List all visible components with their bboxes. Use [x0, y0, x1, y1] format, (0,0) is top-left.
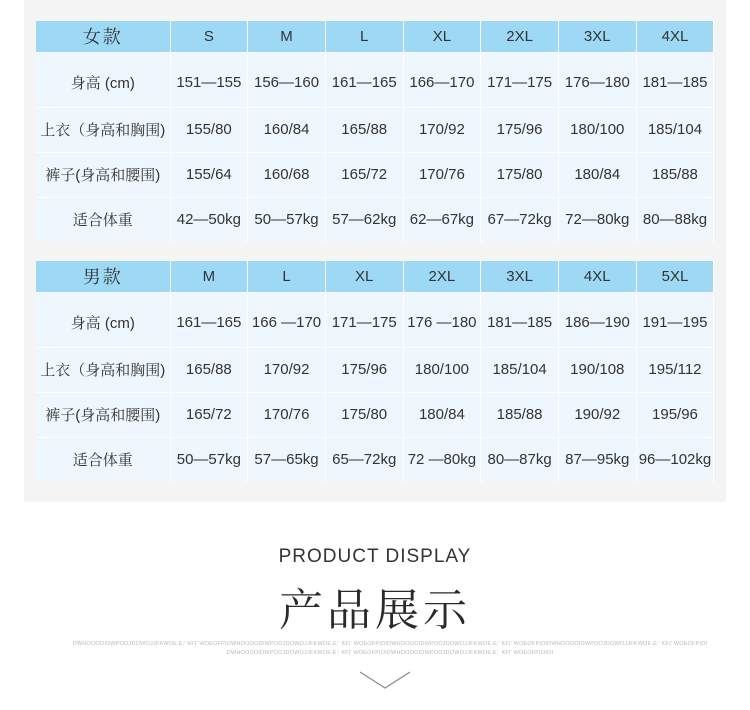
table-cell: 185/88 — [636, 152, 714, 197]
row-label: 裤子(身高和腰围) — [36, 152, 170, 197]
men-pants-row — [36, 392, 714, 437]
section-title-en: PRODUCT DISPLAY — [278, 546, 472, 567]
table-cell: 57—65kg — [248, 437, 326, 482]
women-top-row — [36, 107, 714, 152]
table-cell: 87—95kg — [558, 437, 636, 482]
row-label: 上衣（身高和胸围) — [36, 107, 170, 152]
women-size-header: XL — [403, 21, 481, 52]
table-cell: 80—88kg — [636, 197, 714, 242]
table-cell: 165/88 — [170, 347, 248, 392]
table-cell: 195/112 — [636, 347, 714, 392]
row-label: 适合体重 — [36, 197, 170, 242]
table-cell: 185/88 — [481, 392, 559, 437]
men-size-header: 3XL — [481, 261, 559, 292]
table-cell: 72—80kg — [558, 197, 636, 242]
men-size-header: L — [248, 261, 326, 292]
table-cell: 170/92 — [403, 107, 481, 152]
table-cell: 57—62kg — [325, 197, 403, 242]
table-cell: 161—165 — [170, 292, 248, 347]
women-pants-row — [36, 152, 714, 197]
table-cell: 170/76 — [248, 392, 326, 437]
men-size-header: XL — [325, 261, 403, 292]
men-header-row — [36, 261, 714, 292]
men-size-header: 2XL — [403, 261, 481, 292]
table-cell: 171—175 — [325, 292, 403, 347]
women-header-row — [36, 21, 714, 52]
table-cell: 186—190 — [558, 292, 636, 347]
table-cell: 160/84 — [248, 107, 326, 152]
table-cell: 170/92 — [248, 347, 326, 392]
table-cell: 161—165 — [325, 52, 403, 107]
table-cell: 185/104 — [636, 107, 714, 152]
table-cell: 181—185 — [636, 52, 714, 107]
men-size-header: 4XL — [558, 261, 636, 292]
chevron-down-icon — [358, 670, 412, 690]
row-label: 裤子(身高和腰围) — [36, 392, 170, 437]
row-label: 上衣（身高和胸围) — [36, 347, 170, 392]
table-cell: 180/84 — [403, 392, 481, 437]
men-size-header: 5XL — [636, 261, 714, 292]
men-table-title: 男款 — [36, 261, 170, 292]
table-cell: 171—175 — [481, 52, 559, 107]
row-label: 适合体重 — [36, 437, 170, 482]
table-cell: 166—170 — [403, 52, 481, 107]
table-cell: 156—160 — [248, 52, 326, 107]
table-cell: 175/96 — [481, 107, 559, 152]
women-size-header: L — [325, 21, 403, 52]
table-cell: 176 —180 — [403, 292, 481, 347]
table-cell: 65—72kg — [325, 437, 403, 482]
women-size-header: 2XL — [481, 21, 559, 52]
table-cell: 160/68 — [248, 152, 326, 197]
table-cell: 50—57kg — [170, 437, 248, 482]
table-cell: 170/76 — [403, 152, 481, 197]
men-weight-row — [36, 437, 714, 482]
table-cell: 96—102kg — [636, 437, 714, 482]
table-cell: 191—195 — [636, 292, 714, 347]
table-cell: 190/92 — [558, 392, 636, 437]
row-label: 身高 (cm) — [36, 52, 170, 107]
table-cell: 176—180 — [558, 52, 636, 107]
table-cell: 42—50kg — [170, 197, 248, 242]
table-cell: 80—87kg — [481, 437, 559, 482]
table-cell: 165/72 — [170, 392, 248, 437]
table-cell: 62—67kg — [403, 197, 481, 242]
women-height-row — [36, 52, 714, 107]
table-cell: 175/96 — [325, 347, 403, 392]
men-top-row — [36, 347, 714, 392]
decorative-text-line: DWHOOOOIDWPOOJDOWOJJFKWOE,E;' KF|' WOEOFP|OWHOOOOIDWPOOJDOWOJJFKWOE,E;' KF|' WOEOFP|OIDWHOOOOIDWPOOJDOWOJJFKWOE,E;' KF|' WOEOFP|OIDWHOOOOIDWPOOJDOWOJJFKWOE,E;' KF|' WOEOFP|OI — [72, 641, 708, 647]
table-cell: 166 —170 — [248, 292, 326, 347]
women-size-table — [36, 21, 714, 242]
women-table-title: 女款 — [36, 21, 170, 52]
table-cell: 185/104 — [481, 347, 559, 392]
women-size-header: 3XL — [558, 21, 636, 52]
table-cell: 175/80 — [325, 392, 403, 437]
table-cell: 151—155 — [170, 52, 248, 107]
decorative-text-line: DWHOOOOIDWPOOJDOWOJJFKWOE,E;' KF|' WOEOFP|OIDWHOOOOIDWPOOJDOWOJJFKWOE,E;' KF|' WOEOFP|OIOI — [226, 650, 554, 656]
table-cell: 190/108 — [558, 347, 636, 392]
men-size-header: M — [170, 261, 248, 292]
table-cell: 67—72kg — [481, 197, 559, 242]
men-size-table — [36, 261, 714, 482]
row-label: 身高 (cm) — [36, 292, 170, 347]
table-cell: 155/64 — [170, 152, 248, 197]
table-cell: 165/88 — [325, 107, 403, 152]
women-size-header: 4XL — [636, 21, 714, 52]
table-cell: 195/96 — [636, 392, 714, 437]
table-cell: 180/84 — [558, 152, 636, 197]
women-size-header: M — [248, 21, 326, 52]
table-cell: 72 —80kg — [403, 437, 481, 482]
table-cell: 165/72 — [325, 152, 403, 197]
table-cell: 180/100 — [403, 347, 481, 392]
section-title-cn: 产品展示 — [279, 585, 471, 636]
table-cell: 181—185 — [481, 292, 559, 347]
women-weight-row — [36, 197, 714, 242]
women-size-header: S — [170, 21, 248, 52]
table-cell: 155/80 — [170, 107, 248, 152]
men-height-row — [36, 292, 714, 347]
table-cell: 50—57kg — [248, 197, 326, 242]
table-cell: 175/80 — [481, 152, 559, 197]
table-cell: 180/100 — [558, 107, 636, 152]
